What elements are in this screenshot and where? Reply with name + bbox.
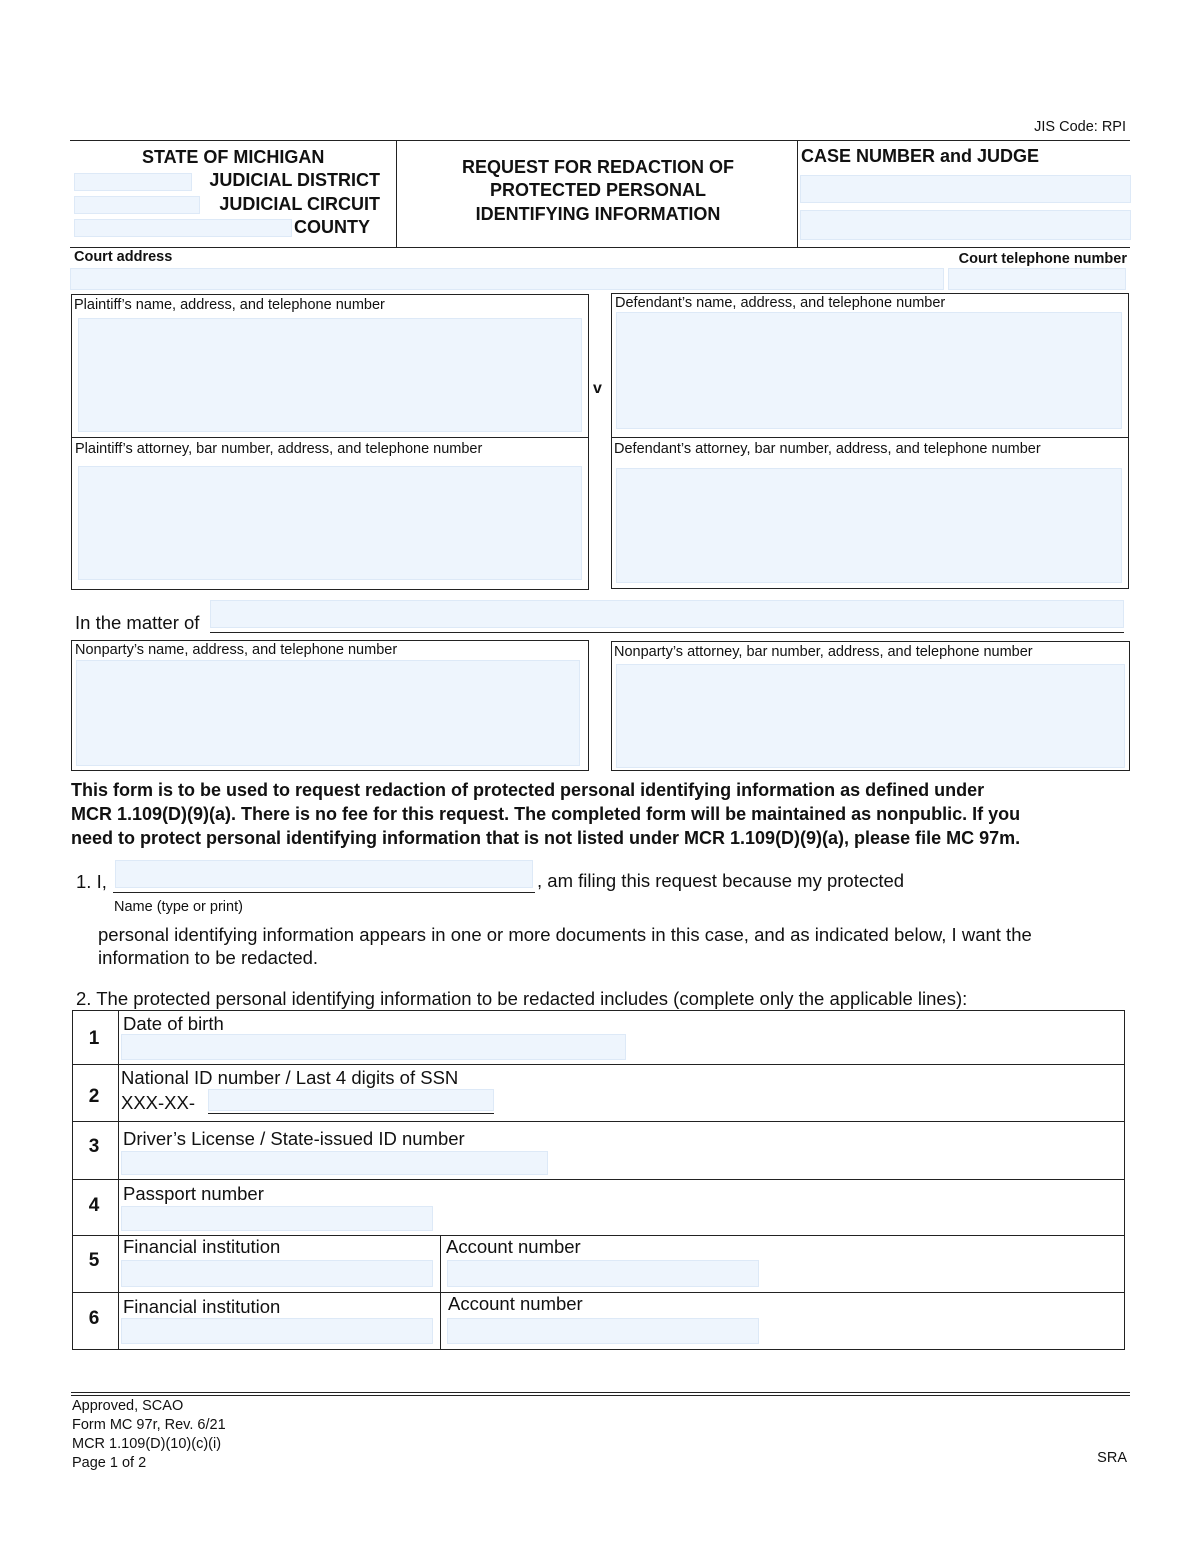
nonparty-label: Nonparty’s name, address, and telephone number [75,642,398,658]
plaintiff-label: Plaintiff’s name, address, and telephone number [74,297,385,313]
district-label: JUDICIAL DISTRICT [209,170,380,190]
instructions-line2: MCR 1.109(D)(9)(a). There is no fee for this request. The completed form will be maintained as nonpublic. If you [71,804,1021,824]
defendant-divider [611,437,1129,438]
plaintiff-field[interactable] [78,318,582,432]
drivers-license-label: Driver’s License / State-issued ID number [123,1128,465,1149]
nonparty-attorney-label: Nonparty’s attorney, bar number, address, and telephone number [614,644,1033,660]
item1-continuation-line2: information to be redacted. [98,947,319,968]
instructions-line3: need to protect personal identifying information that is not listed under MCR 1.109(D)(9)(a), please file MC 97m. [71,828,1021,848]
form-number: Form MC 97r, Rev. 6/21 [72,1417,226,1433]
passport-field[interactable] [121,1206,433,1231]
national-id-label: National ID number / Last 4 digits of SSN [121,1067,459,1088]
form-code: SRA [1097,1450,1127,1466]
table-row-number: 6 [88,1308,100,1329]
financial-institution-field-2[interactable] [121,1318,433,1344]
nonparty-attorney-field[interactable] [616,664,1125,768]
name-underline [113,892,535,893]
approved-label: Approved, SCAO [72,1398,184,1414]
date-of-birth-field[interactable] [121,1034,626,1060]
ssn-prefix: XXX-XX- [121,1092,196,1113]
footer-rule-top [71,1392,1130,1393]
court-address-label: Court address [74,249,173,265]
financial-institution-label: Financial institution [123,1296,281,1317]
defendant-field[interactable] [616,312,1122,429]
table-row-rule-1 [72,1064,1125,1065]
footer-rule-bottom [71,1395,1130,1396]
item1-continuation-line1: personal identifying information appears in one or more documents in this case, and as indicated below, I want the [98,924,1032,945]
passport-label: Passport number [123,1183,264,1204]
court-phone-field[interactable] [948,268,1126,290]
circuit-label: JUDICIAL CIRCUIT [219,194,380,214]
table-row-rule-2 [72,1121,1125,1122]
district-field[interactable] [74,173,192,191]
item2-intro: 2. The protected personal identifying information to be redacted includes (complete only the applicable lines): [76,988,968,1009]
account-number-field-2[interactable] [447,1318,759,1344]
defendant-label: Defendant’s name, address, and telephone number [615,295,946,311]
table-row-number: 5 [88,1250,100,1271]
instructions-line1: This form is to be used to request redaction of protected personal identifying information as defined under [71,780,985,800]
table-row-number: 3 [88,1136,100,1157]
name-caption: Name (type or print) [114,899,243,915]
case-number-field[interactable] [800,175,1131,203]
county-label: COUNTY [294,217,370,237]
header-top-rule [70,140,1130,141]
table-row-number: 4 [88,1195,100,1216]
circuit-field[interactable] [74,196,200,214]
court-rule: MCR 1.109(D)(10)(c)(i) [72,1436,222,1452]
judge-field[interactable] [800,210,1131,240]
matter-underline [210,632,1124,633]
ssn-last4-field[interactable] [208,1089,494,1111]
court-address-field[interactable] [70,268,944,290]
date-of-birth-label: Date of birth [123,1013,224,1034]
plaintiff-attorney-label: Plaintiff’s attorney, bar number, address, and telephone number [75,441,483,457]
account-number-label: Account number [448,1293,583,1314]
table-row-number: 1 [88,1028,100,1049]
matter-field[interactable] [210,600,1124,628]
state-label: STATE OF MICHIGAN [142,147,325,167]
nonparty-field[interactable] [76,660,580,766]
item1-prefix: 1. I, [76,871,107,892]
defendant-attorney-field[interactable] [616,468,1122,583]
table-account-column-rule [440,1235,441,1350]
ssn-underline [208,1113,494,1114]
table-row-rule-5 [72,1292,1125,1293]
jis-code: JIS Code: RPI [1034,119,1126,135]
financial-institution-field-1[interactable] [121,1260,433,1287]
table-row-number: 2 [88,1086,100,1107]
table-row-rule-3 [72,1179,1125,1180]
versus-label: v [593,380,602,397]
plaintiff-divider [71,437,589,438]
matter-label: In the matter of [75,612,200,633]
drivers-license-field[interactable] [121,1151,548,1175]
header-bottom-rule [70,247,1130,248]
defendant-attorney-label: Defendant’s attorney, bar number, address, and telephone number [614,441,1041,457]
item1-suffix: , am filing this request because my protected [537,870,905,891]
table-number-column-rule [118,1010,119,1350]
account-number-label: Account number [446,1236,581,1257]
form-title-line1: REQUEST FOR REDACTION OF [461,157,734,177]
financial-institution-label: Financial institution [123,1236,281,1257]
name-field[interactable] [115,860,533,888]
county-field[interactable] [74,219,292,237]
plaintiff-attorney-field[interactable] [78,466,582,580]
header-divider-1 [396,140,397,247]
form-title-line2: PROTECTED PERSONAL [489,180,707,200]
form-title-line3: IDENTIFYING INFORMATION [475,204,721,224]
case-number-label: CASE NUMBER and JUDGE [801,146,1040,166]
account-number-field-1[interactable] [447,1260,759,1287]
page-number: Page 1 of 2 [72,1455,147,1471]
court-phone-label: Court telephone number [958,251,1127,267]
